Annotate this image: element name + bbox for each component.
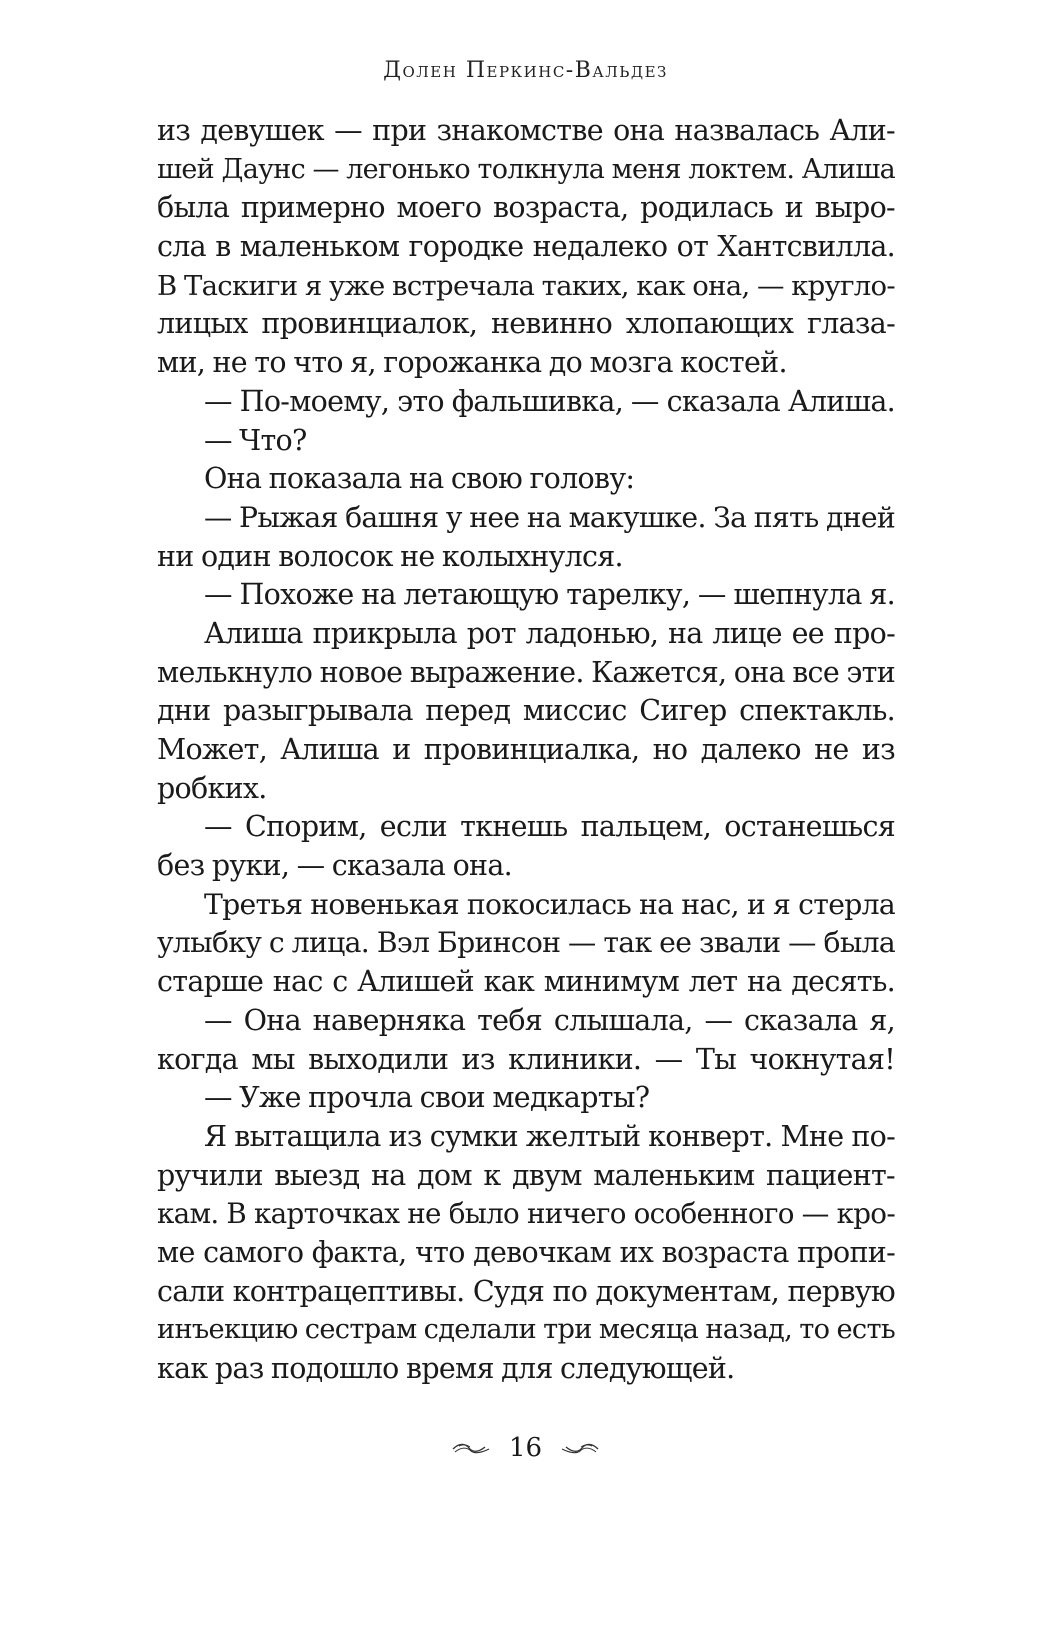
text-line: — Рыжая башня у нее на макушке. За пять дней <box>204 500 895 534</box>
text-line: ме самого факта, что девочкам их возраста пропи- <box>157 1235 895 1269</box>
text-line: сла в маленьком городке недалеко от Хантсвилла. <box>157 230 895 264</box>
text-line: ручили выезд на дом к двум маленьким пациент- <box>157 1158 895 1192</box>
text-line: — По-моему, это фальшивка, — сказала Алиша. <box>204 384 895 418</box>
text-line: улыбку с лица. Вэл Бринсон — так ее звали — была <box>157 926 895 960</box>
running-head: Долен Перкинс-Вальдез <box>383 58 668 83</box>
text-line: — Спорим, если ткнешь пальцем, останешься <box>204 810 895 844</box>
right-flourish-icon <box>560 1440 600 1456</box>
text-line: Я вытащила из сумки желтый конверт. Мне по- <box>204 1119 895 1153</box>
text-line: ни один волосок не колыхнулся. <box>157 539 623 573</box>
text-line: кам. В карточках не было ничего особенного — кро- <box>157 1197 895 1231</box>
text-line: как раз подошло время для следующей. <box>157 1352 735 1385</box>
text-line: сали контрацептивы. Судя по документам, первую <box>157 1274 895 1308</box>
left-flourish-icon <box>451 1440 491 1456</box>
text-line: — Что? <box>204 423 307 457</box>
text-line: мелькнуло новое выражение. Кажется, она все эти <box>157 655 895 689</box>
text-line: дни разыгрывала перед миссис Сигер спектакль. <box>157 694 895 728</box>
text-line: Она показала на свою голову: <box>204 462 635 496</box>
text-line: В Таскиги я уже встречала таких, как она, — кругло- <box>157 269 895 302</box>
text-line: — Похоже на летающую тарелку, — шепнула я. <box>204 578 895 612</box>
text-line: старше нас с Алишей как минимум лет на десять. <box>157 965 895 999</box>
text-line: — Уже прочла свои медкарты? <box>204 1081 650 1115</box>
body-text <box>157 112 895 1389</box>
text-line: была примерно моего возраста, родилась и выро- <box>157 191 895 225</box>
page-footer <box>0 1426 1051 1470</box>
text-line: Алиша прикрыла рот ладонью, на лице ее про- <box>204 616 895 650</box>
text-line: инъекцию сестрам сделали три месяца назад, то есть <box>157 1314 895 1346</box>
text-line: Третья новенькая покосилась на нас, и я стерла <box>204 887 895 921</box>
text-line: — Она наверняка тебя слышала, — сказала я, <box>204 1003 895 1037</box>
text-line: лицых провинциалок, невинно хлопающих глаза- <box>157 307 895 341</box>
text-line: без руки, — сказала она. <box>157 849 512 883</box>
text-line: робких. <box>157 771 267 805</box>
text-line: ми, не то что я, горожанка до мозга костей. <box>157 346 787 380</box>
text-line: из девушек — при знакомстве она назвалась Али- <box>157 114 895 147</box>
page-number: 16 <box>508 1433 543 1463</box>
text-line: когда мы выходили из клиники. — Ты чокнутая! <box>157 1042 895 1076</box>
text-line: шей Даунс — легонько толкнула меня локтем. Алиша <box>157 153 895 185</box>
text-line: Может, Алиша и провинциалка, но далеко не из <box>157 733 895 766</box>
